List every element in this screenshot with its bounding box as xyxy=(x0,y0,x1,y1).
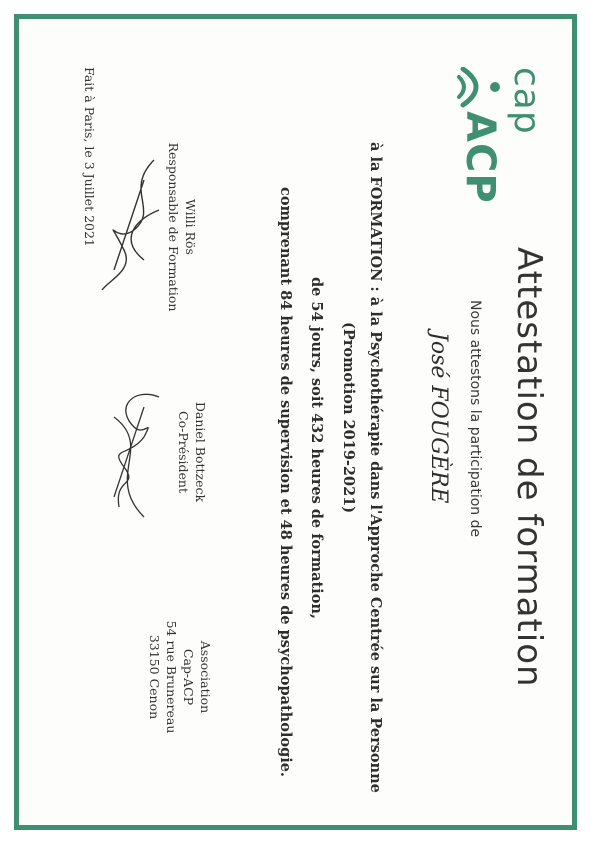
signatory-name-2: Daniel Bottzeck xyxy=(193,401,208,503)
signatory-name-1: Willi Rös xyxy=(183,199,198,255)
intro-text: Nous attestons la participation de xyxy=(467,300,483,538)
logo-acp-text: ACP xyxy=(457,111,503,204)
promotion-line: (Promotion 2019-2021) xyxy=(340,322,357,514)
signatory-role-1: Responsable de Formation xyxy=(166,142,181,312)
address-line-1: Association xyxy=(198,640,213,714)
cap-acp-logo xyxy=(437,67,547,227)
signatory-block-1 xyxy=(165,142,199,312)
hours-detail-line: comprenant 84 heures de supervision et 48 heures de psychopathologie. xyxy=(277,187,294,777)
logo-cap-text: cap xyxy=(506,67,547,135)
signature-2 xyxy=(94,377,174,537)
address-line-3: 54 rue Brunereau xyxy=(164,620,179,734)
logo-figures-icon xyxy=(455,67,503,109)
document-title: Attestation de formation xyxy=(509,247,549,688)
signature-1 xyxy=(94,150,164,300)
training-title-line: à la FORMATION : à la Psychothérapie dans l'Approche Centrée sur la Personne xyxy=(367,142,384,793)
place-and-date: Fait à Paris, le 3 Juillet 2021 xyxy=(82,67,97,247)
address-line-2: Cap-ACP xyxy=(181,648,196,706)
address-line-4: 33150 Cenon xyxy=(147,634,162,720)
certificate-content xyxy=(19,22,569,822)
certificate-frame xyxy=(14,14,577,830)
duration-line: de 54 jours, soit 432 heures de formation, xyxy=(308,277,325,619)
association-address xyxy=(146,607,214,747)
signatory-role-2: Co-Président xyxy=(176,411,191,493)
signatory-block-2 xyxy=(175,367,209,537)
recipient-name: José FOUGÈRE xyxy=(426,332,451,504)
